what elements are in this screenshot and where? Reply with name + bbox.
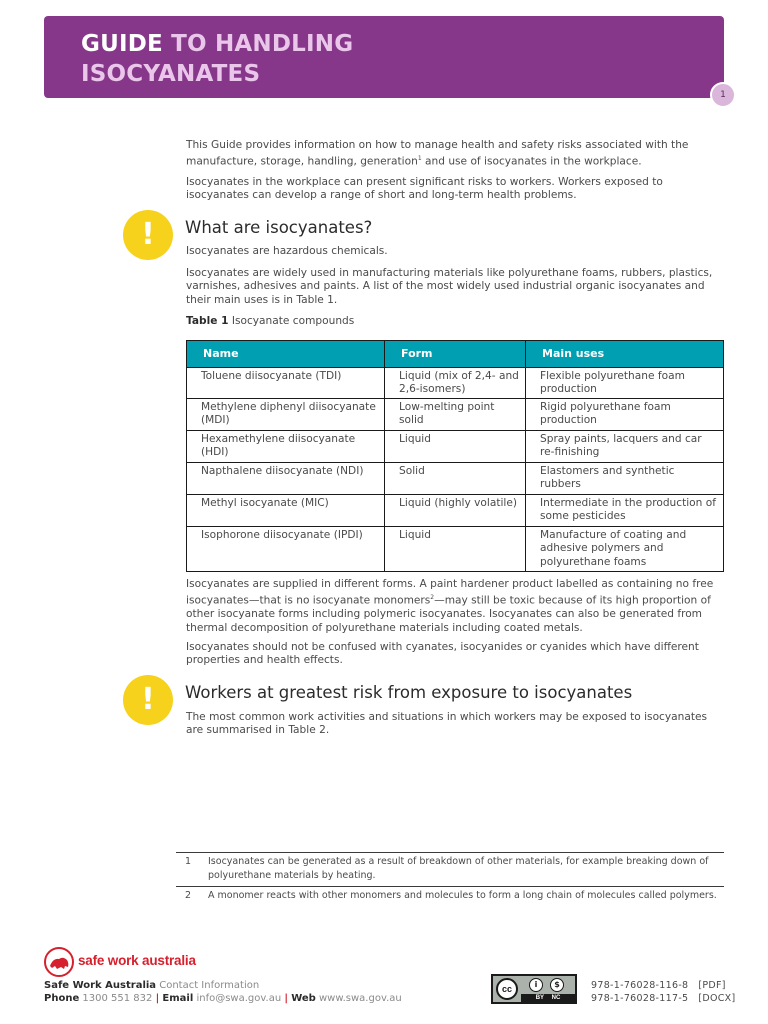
section-heading-workers-at-risk: Workers at greatest risk from exposure to isocyanates <box>185 683 633 702</box>
footnote-text: A monomer reacts with other monomers and molecules to form a long chain of molecules called polymers. <box>208 890 717 901</box>
creative-commons-badge[interactable] <box>491 974 577 1004</box>
table-header-name: Name <box>187 341 385 368</box>
web-label: Web <box>291 993 316 1004</box>
table-cell: Methylene diphenyl diisocyanate (MDI) <box>187 399 385 431</box>
contact-label: Contact Information <box>156 980 260 991</box>
table-cell: Napthalene diisocyanate (NDI) <box>187 463 385 495</box>
email-label: Email <box>162 993 194 1004</box>
table-row <box>187 368 724 399</box>
table-cell: Isophorone diisocyanate (IPDI) <box>187 527 385 572</box>
intro-paragraph-1: This Guide provides information on how to manage health and safety risks associated with the manufacture, storage, handling, generation$^1$ and use of isocyanates in the workplace. <box>186 139 689 168</box>
isbn-docx: 978-1-76028-117-5 [DOCX] <box>591 993 736 1004</box>
section2-paragraph-1: The most common work activities and situations in which workers may be exposed to isocyanates are summarised in Table 2. <box>186 711 708 737</box>
footnote-number: 2 <box>185 890 192 901</box>
footnote-text: Isocyanates can be generated as a result of breakdown of other materials, for example breaking down of polyurethane materials by heating. <box>208 856 709 881</box>
table-cell: Manufacture of coating and adhesive polymers and polyurethane foams <box>526 527 724 572</box>
table-row <box>187 527 724 572</box>
page-number-badge: 1 <box>710 82 736 108</box>
web-link[interactable]: www.swa.gov.au <box>315 993 402 1004</box>
footnote-divider <box>176 886 724 887</box>
table-cell: Liquid (highly volatile) <box>385 495 526 527</box>
title-line2: ISOCYANATES <box>81 61 261 87</box>
table-cell: Spray paints, lacquers and car re-finishing <box>526 431 724 463</box>
logo-wordmark: safe work australia <box>78 953 196 968</box>
table-header-form: Form <box>385 341 526 368</box>
logo-mark-icon <box>46 949 72 975</box>
email-link[interactable]: info@swa.gov.au <box>193 993 285 1004</box>
table-cell: Hexamethylene diisocyanate (HDI) <box>187 431 385 463</box>
contact-line-2: Phone 1300 551 832 | Email info@swa.gov.au | Web www.swa.gov.au <box>44 993 402 1004</box>
footnote-number: 1 <box>185 856 192 867</box>
table-cell: Rigid polyurethane foam production <box>526 399 724 431</box>
table-row <box>187 399 724 431</box>
safe-work-australia-logo-icon <box>44 947 74 977</box>
warning-icon: ! <box>123 675 173 725</box>
section1-paragraph-2: Isocyanates are widely used in manufacturing materials like polyurethane foams, rubbers, plastics, varnishes, adhesives and paints. A list of the most widely used industrial organic isocyanates and their main uses is in Table 1. <box>186 267 713 306</box>
table-cell: Liquid <box>385 431 526 463</box>
table-cell: Liquid <box>385 527 526 572</box>
table-header-row <box>187 341 724 368</box>
table-cell: Toluene diisocyanate (TDI) <box>187 368 385 399</box>
isbn-pdf: 978-1-76028-116-8 [PDF] <box>591 980 726 991</box>
license-terms: BY NC <box>521 994 575 1002</box>
table-cell: Methyl isocyanate (MIC) <box>187 495 385 527</box>
cc-badge-body <box>493 976 575 1002</box>
footnote-ref-2[interactable]: 2 <box>430 594 435 602</box>
non-commercial-icon: $ <box>550 978 564 992</box>
footnote-divider <box>176 852 724 853</box>
table-cell: Elastomers and synthetic rubbers <box>526 463 724 495</box>
org-name: Safe Work Australia <box>44 980 157 991</box>
table-header-main-uses: Main uses <box>526 341 724 368</box>
table-cell: Liquid (mix of 2,4- and 2,6-isomers) <box>385 368 526 399</box>
table-cell: Solid <box>385 463 526 495</box>
section-heading-what-are-isocyanates: What are isocyanates? <box>185 218 373 237</box>
table-cell: Intermediate in the production of some pesticides <box>526 495 724 527</box>
section1-paragraph-4: Isocyanates should not be confused with cyanates, isocyanides or cyanides which have different properties and health effects. <box>186 641 699 667</box>
table-cell: Low-melting point solid <box>385 399 526 431</box>
table-row <box>187 431 724 463</box>
table-row <box>187 495 724 527</box>
table-row <box>187 463 724 495</box>
intro-paragraph-2: Isocyanates in the workplace can present significant risks to workers. Workers exposed to isocyanates can develop a range of short and long-term health problems. <box>186 176 663 202</box>
footnote-ref-1[interactable]: 1 <box>417 155 422 163</box>
contact-line-1 <box>44 980 259 991</box>
section1-paragraph-3: Isocyanates are supplied in different forms. A paint hardener product labelled as containing no free isocyanates—that is no isocyanate monomers$^2$—may still be toxic because of its high proportion of other isocyanate forms including polymeric isocyanates. Isocyanates can also be generated from thermal decomposition of polyurethane materials including coated metals. <box>186 578 714 634</box>
section1-paragraph-1: Isocyanates are hazardous chemicals. <box>186 245 388 257</box>
cc-icon: cc <box>496 978 518 1000</box>
warning-icon: ! <box>123 210 173 260</box>
table-cell: Flexible polyurethane foam production <box>526 368 724 399</box>
title-strong: GUIDE <box>81 31 163 57</box>
title-rest: TO HANDLING <box>162 31 354 57</box>
isocyanate-compounds-table <box>186 340 724 572</box>
phone-label: Phone <box>44 993 80 1004</box>
phone-number[interactable]: 1300 551 832 <box>79 993 156 1004</box>
page-title <box>81 29 353 89</box>
attribution-icon: i <box>529 978 543 992</box>
table-caption: Table 1 Isocyanate compounds <box>186 315 355 327</box>
